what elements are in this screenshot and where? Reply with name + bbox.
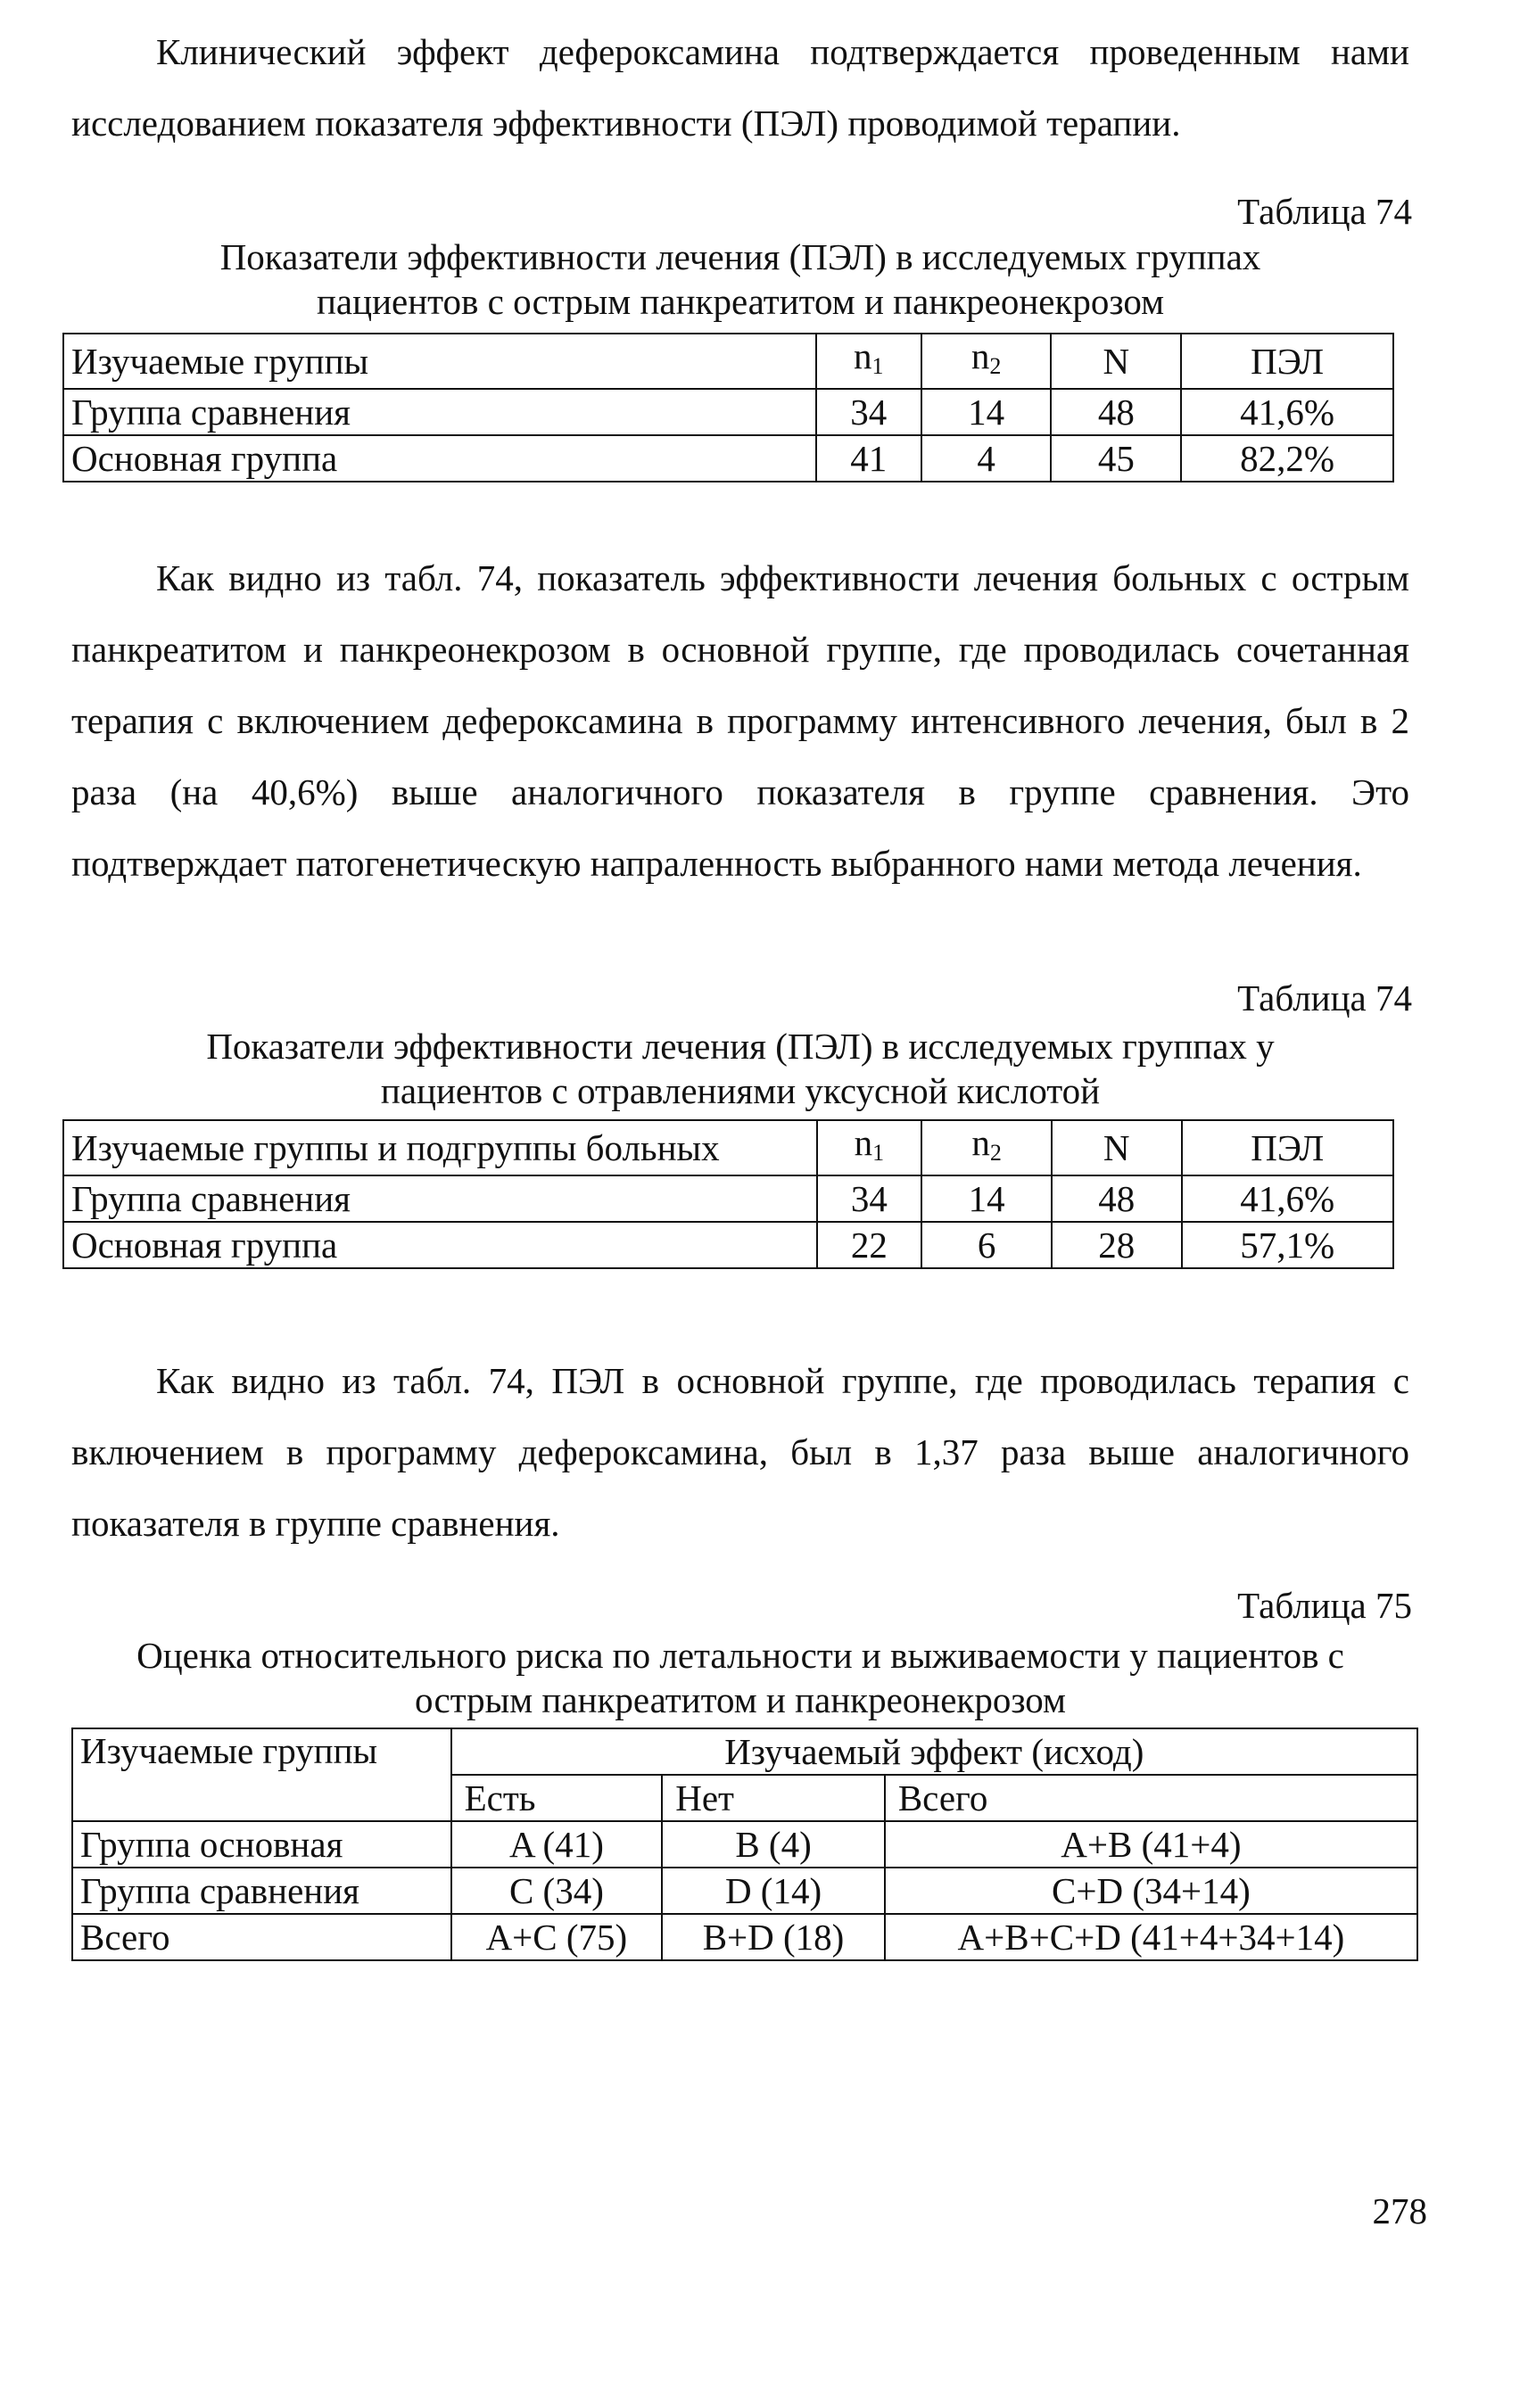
table-1-row-1-group: Группа сравнения <box>63 389 816 435</box>
table-3-row-1-yes: A (41) <box>451 1821 663 1868</box>
table-1-header-row <box>63 334 1393 389</box>
table-3-caption <box>62 1633 1418 1722</box>
table-3-row-3-no: B+D (18) <box>662 1914 885 1960</box>
intro-line-2: нами исследованием показателя эффективности (ПЭЛ) проводимой терапии. <box>71 31 1409 144</box>
table-3-header-yes: Есть <box>451 1775 663 1821</box>
para-2-line-1: Как видно из табл. 74, показатель эффективности лечения больных с <box>156 557 1277 598</box>
table-3-header-total: Всего <box>885 1775 1417 1821</box>
table-3-row-3-total: A+B+C+D (41+4+34+14) <box>885 1914 1417 1960</box>
para-3-line-3: аналогичного показателя в группе сравнения. <box>71 1431 1409 1544</box>
table-2-row-2-n1: 22 <box>817 1222 922 1268</box>
table-2 <box>62 1119 1394 1269</box>
table-3 <box>71 1728 1418 1961</box>
table-3-row-2-yes: C (34) <box>451 1868 663 1914</box>
table-1-row-2-N: 45 <box>1051 435 1181 482</box>
para-2-line-4: интенсивного лечения, был в 2 раза (на 40,6%) выше аналогичного <box>71 700 1409 812</box>
table-2-caption-line-1: Показатели эффективности лечения (ПЭЛ) в исследуемых группах у <box>206 1026 1275 1067</box>
table-2-caption-line-2: пациентов с отравлениями уксусной кислотой <box>380 1070 1101 1111</box>
table-1 <box>62 333 1394 482</box>
table-2-header-N: N <box>1052 1120 1182 1175</box>
table-1-header-group: Изучаемые группы <box>63 334 816 389</box>
table-2-caption <box>62 1024 1418 1113</box>
table-1-header-n1: $n_1$ <box>816 334 921 389</box>
intro-line-1: Клинический эффект дефероксамина подтверждается проведенным <box>156 31 1301 72</box>
para-2-line-6: напраленность выбранного нами метода лечения. <box>590 843 1362 884</box>
table-row <box>63 1175 1393 1222</box>
table-2-row-1-group: Группа сравнения <box>63 1175 817 1222</box>
table-3-row-1-total: A+B (41+4) <box>885 1821 1417 1868</box>
table-3-number: Таблица 75 <box>1237 1585 1412 1626</box>
table-row <box>63 1222 1393 1268</box>
table-2-header-group: Изучаемые группы и подгруппы больных <box>63 1120 817 1175</box>
para-2-line-2: острым панкреатитом и панкреонекрозом в основной группе, где <box>71 557 1409 670</box>
para-3-line-2: терапия с включением в программу дефероксамина, был в 1,37 раза выше <box>71 1360 1410 1472</box>
table-1-row-1-n2: 14 <box>921 389 1052 435</box>
table-2-row-2-N: 28 <box>1052 1222 1182 1268</box>
paragraph-3 <box>71 1345 1409 1559</box>
table-1-row-2-group: Основная группа <box>63 435 816 482</box>
table-3-row-2-total: C+D (34+14) <box>885 1868 1417 1914</box>
table-3-row-1-group: Группа основная <box>72 1821 451 1868</box>
intro-paragraph <box>71 16 1409 159</box>
table-2-row-1-N: 48 <box>1052 1175 1182 1222</box>
table-1-row-2-n1: 41 <box>816 435 921 482</box>
table-row <box>63 389 1393 435</box>
table-2-row-1-pel: 41,6% <box>1182 1175 1394 1222</box>
table-1-row-2-pel: 82,2% <box>1181 435 1393 482</box>
table-row <box>72 1868 1417 1914</box>
table-1-row-2-n2: 4 <box>921 435 1052 482</box>
paragraph-2 <box>71 542 1409 899</box>
table-1-header-N: N <box>1051 334 1181 389</box>
table-3-header-row-1 <box>72 1728 1417 1775</box>
table-1-row-1-n1: 34 <box>816 389 921 435</box>
table-1-header-pel: ПЭЛ <box>1181 334 1393 389</box>
table-row <box>72 1821 1417 1868</box>
table-3-row-2-no: D (14) <box>662 1868 885 1914</box>
para-2-line-5: показателя в группе сравнения. Это подтверждает патогенетическую <box>71 771 1409 884</box>
table-row <box>63 435 1393 482</box>
table-2-header-pel: ПЭЛ <box>1182 1120 1394 1175</box>
table-1-row-1-pel: 41,6% <box>1181 389 1393 435</box>
table-1-caption-line-1: Показатели эффективности лечения (ПЭЛ) в исследуемых группах <box>219 236 1261 277</box>
page-number: 278 <box>1372 2190 1427 2231</box>
table-2-row-2-n2: 6 <box>921 1222 1052 1268</box>
table-1-caption <box>62 235 1418 324</box>
table-3-header-group: Изучаемые группы <box>72 1728 451 1821</box>
table-2-number: Таблица 74 <box>1237 977 1412 1018</box>
table-3-row-3-group: Всего <box>72 1914 451 1960</box>
para-2-line-3: проводилась сочетанная терапия с включением дефероксамина в программу <box>71 629 1409 741</box>
table-2-header-row <box>63 1120 1393 1175</box>
table-3-caption-line-2: острым панкреатитом и панкреонекрозом <box>415 1679 1066 1720</box>
table-3-row-1-no: B (4) <box>662 1821 885 1868</box>
table-2-header-n1: $n_1$ <box>817 1120 922 1175</box>
table-2-row-2-pel: 57,1% <box>1182 1222 1394 1268</box>
table-2-row-1-n1: 34 <box>817 1175 922 1222</box>
table-2-row-1-n2: 14 <box>921 1175 1052 1222</box>
table-2-header-n2: $n_2$ <box>921 1120 1052 1175</box>
table-3-header-effect: Изучаемый эффект (исход) <box>451 1728 1417 1775</box>
table-3-header-no: Нет <box>662 1775 885 1821</box>
table-1-number: Таблица 74 <box>1237 191 1412 232</box>
para-3-line-1: Как видно из табл. 74, ПЭЛ в основной группе, где проводилась <box>156 1360 1236 1401</box>
table-1-caption-line-2: пациентов с острым панкреатитом и панкреонекрозом <box>316 281 1165 322</box>
table-1-row-1-N: 48 <box>1051 389 1181 435</box>
table-2-row-2-group: Основная группа <box>63 1222 817 1268</box>
table-3-caption-line-1: Оценка относительного риска по летальности и выживаемости у пациентов с <box>136 1635 1344 1676</box>
table-3-row-2-group: Группа сравнения <box>72 1868 451 1914</box>
table-row <box>72 1914 1417 1960</box>
table-1-header-n2: $n_2$ <box>921 334 1052 389</box>
table-3-row-3-yes: A+C (75) <box>451 1914 663 1960</box>
